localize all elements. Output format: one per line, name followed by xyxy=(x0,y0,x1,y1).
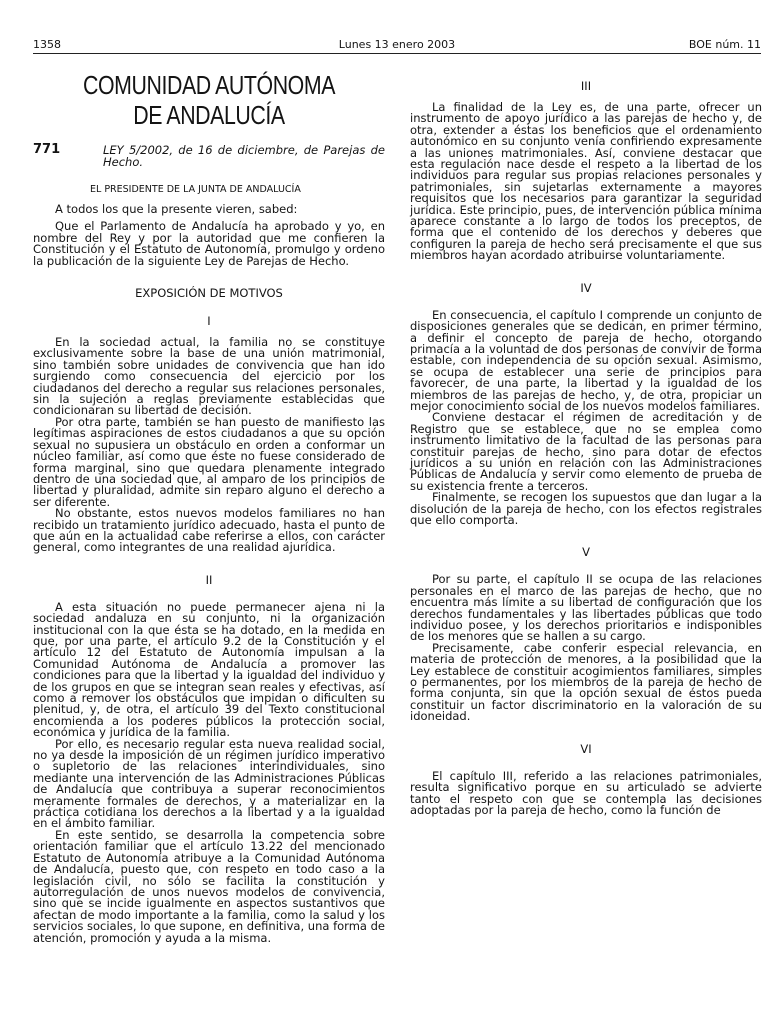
paragraph: Por ello, es necesario regular esta nueva realidad social, no ya desde la imposición de un régimen jurídico imperativo o supletorio de las relaciones interindividuales, sino mediante una intervención de las Administraciones Públicas de Andalucía que contribuya a superar reconocimientos meramente formales de derechos, y a materializar en la práctica cotidiana los derechos a la libertad y a la igualdad en el ámbito familiar. xyxy=(33,736,385,831)
law-number: 771 xyxy=(33,142,61,157)
bulletin-number: BOE núm. 11 xyxy=(688,38,761,51)
paragraph: El capítulo III, referido a las relaciones patrimoniales, resulta significativo porque en su articulado se advierte tanto el respeto con que se contempla las decisiones adoptadas por la pareja de hecho, como la función de xyxy=(410,768,762,817)
section-title-line2: DE ANDALUCÍA xyxy=(133,100,285,130)
intro-paragraph: Que el Parlamento de Andalucía ha aprobado y yo, en nombre del Rey y por la autoridad que me confieren la Constitución y el Estatuto de Autonomía, promulgo y ordeno la publicación de la siguiente Ley de Parejas de Hecho. xyxy=(33,219,385,268)
section-heading-v: V xyxy=(582,545,590,560)
paragraph: Conviene destacar el régimen de acreditación y de Registro que se establece, que no se emplea como instrumento limitativo de la facultad de las personas para constituir parejas de hecho, sino para dotar de efectos jurídicos a su unión en relación con las Administraciones Públicas de Andalucía y servir como elemento de prueba de su existencia frente a terceros. xyxy=(410,410,762,493)
section-title xyxy=(65,70,354,130)
paragraph: Por su parte, el capítulo II se ocupa de las relaciones personales en el marco de las parejas de hecho, que no encuentra más límite a su libertad de configuración que los derechos fundamentales y las libertades públicas que todo individuo posee, y los derechos prioritarios e indisponibles de los menores que se hallen a su cargo. xyxy=(410,572,762,644)
exposicion-heading: EXPOSICIÓN DE MOTIVOS xyxy=(135,286,283,301)
paragraph: La finalidad de la Ley es, de una parte, ofrecer un instrumento de apoyo jurídico a las parejas de hecho y, de otra, extender a éstas los beneficios que el ordenamiento autonómico en su conjunto venía confiriendo expresamente a las uniones matrimoniales. Así, conviene destacar que esta regulación nace desde el respeto a la libertad de los individuos para regular sus propias relaciones personales y patrimoniales, sin sujetarlas externamente a mayores requisitos que los necesarios para garantizar la seguridad jurídica. Este principio, pues, de intervención pública mínima aparece constante a lo largo de todos los preceptos, de forma que el contenido de los derechos y deberes que configuren la pareja de hecho será precisamente el que sus miembros hayan acordado atribuirse voluntariamente. xyxy=(410,100,762,263)
section-heading-iv: IV xyxy=(580,280,592,295)
page-number: 1358 xyxy=(33,38,61,51)
section-heading-i: I xyxy=(207,314,211,329)
law-name: LEY 5/2002, de 16 de diciembre, de Parejas de Hecho. xyxy=(103,143,385,169)
law-heading xyxy=(33,144,385,168)
paragraph: Finalmente, se recogen los supuestos que dan lugar a la disolución de la pareja de hecho, con los efectos registrales que ello comporta. xyxy=(410,490,762,527)
section-title-line1: COMUNIDAD AUTÓNOMA xyxy=(82,70,336,100)
paragraph: Por otra parte, también se han puesto de manifiesto las legítimas aspiraciones de estos ciudadanos a que su opción sexual no supusiera un obstáculo en orden a conformar un núcleo familiar, así como que éste no fuese considerado de forma marginal, sino que quedara plenamente integrado dentro de una sociedad que, al amparo de los principios de libertad y pluralidad, admite sin reparo alguno el derecho a ser diferente. xyxy=(33,414,385,509)
header-rule xyxy=(33,53,761,54)
paragraph: En este sentido, se desarrolla la competencia sobre orientación familiar que el artículo 13.22 del mencionado Estatuto de Autonomía atribuye a la Comunidad Autónoma de Andalucía, puesto que, con respeto en todo caso a la legislación civil, no sólo se facilita la constitución y autorregulación de unos nuevos modelos de convivencia, sino que se incide igualmente en aspectos sustantivos que afectan de modo importante a la familia, como la salud y los servicios sociales, lo que supone, en definitiva, una forma de atención, promoción y ayuda a la misma. xyxy=(33,827,385,945)
right-column xyxy=(410,66,762,816)
section-heading-iii: III xyxy=(580,79,592,93)
section-heading-vi: VI xyxy=(580,741,592,756)
paragraph: A esta situación no puede permanecer ajena ni la sociedad andaluza en su conjunto, ni la organización institucional con la que ésta se ha dotado, en la medida en que, por una parte, el artículo 9.2 de la Constitución y el artículo 12 del Estatuto de Autonomía impulsan a la Comunidad Autónoma de Andalucía a promover las condiciones para que la libertad y la igualdad del individuo y de los grupos en que se integran sean reales y efectivas, así como a remover los obstáculos que impidan o dificulten su plenitud, y, de otra, el artículo 39 del Texto constitucional encomienda a los poderes públicos la protección social, económica y jurídica de la familia. xyxy=(33,599,385,740)
paragraph: Precisamente, cabe conferir especial relevancia, en materia de protección de menores, a la posibilidad que la Ley establece de constituir acogimientos familiares, simples o permanentes, por los miembros de la pareja de hecho de forma conjunta, sin que la opción sexual de éstos pueda constituir un factor discriminatorio en la valoración de su idoneidad. xyxy=(410,640,762,724)
paragraph: En consecuencia, el capítulo I comprende un conjunto de disposiciones generales que se dedican, en primer término, a definir el concepto de pareja de hecho, otorgando primacía a la voluntad de dos personas de convivir de forma estable, con independencia de su opción sexual. Asimismo, se ocupa de establecer una serie de principios para favorecer, de una parte, la libertad y la igualdad de los miembros de las parejas de hecho, y, de otra, propiciar un mejor conocimiento social de los nuevos modelos familiares. xyxy=(410,307,762,413)
president-line: EL PRESIDENTE DE LA JUNTA DE ANDALUCÍA xyxy=(90,184,301,195)
intro-paragraph: A todos los que la presente vieren, sabed: xyxy=(55,202,298,216)
paragraph: En la sociedad actual, la familia no se constituye exclusivamente sobre la base de una unión matrimonial, sino también sobre unidades de convivencia que han ido surgiendo como consecuencia del ejercicio por los ciudadanos del derecho a regular sus relaciones personales, sin la sujeción a reglas previamente establecidas que condicionaran su libertad de decisión. xyxy=(33,335,385,418)
page-header xyxy=(33,38,761,52)
paragraph: No obstante, estos nuevos modelos familiares no han recibido un tratamiento jurídico adecuado, hasta el punto de que aún en la actualidad cabe referirse a ellos, con carácter general, como integrantes de una realidad ajurídica. xyxy=(33,506,385,555)
issue-date: Lunes 13 enero 2003 xyxy=(338,38,456,51)
section-heading-ii: II xyxy=(205,572,213,587)
left-column xyxy=(33,60,385,944)
